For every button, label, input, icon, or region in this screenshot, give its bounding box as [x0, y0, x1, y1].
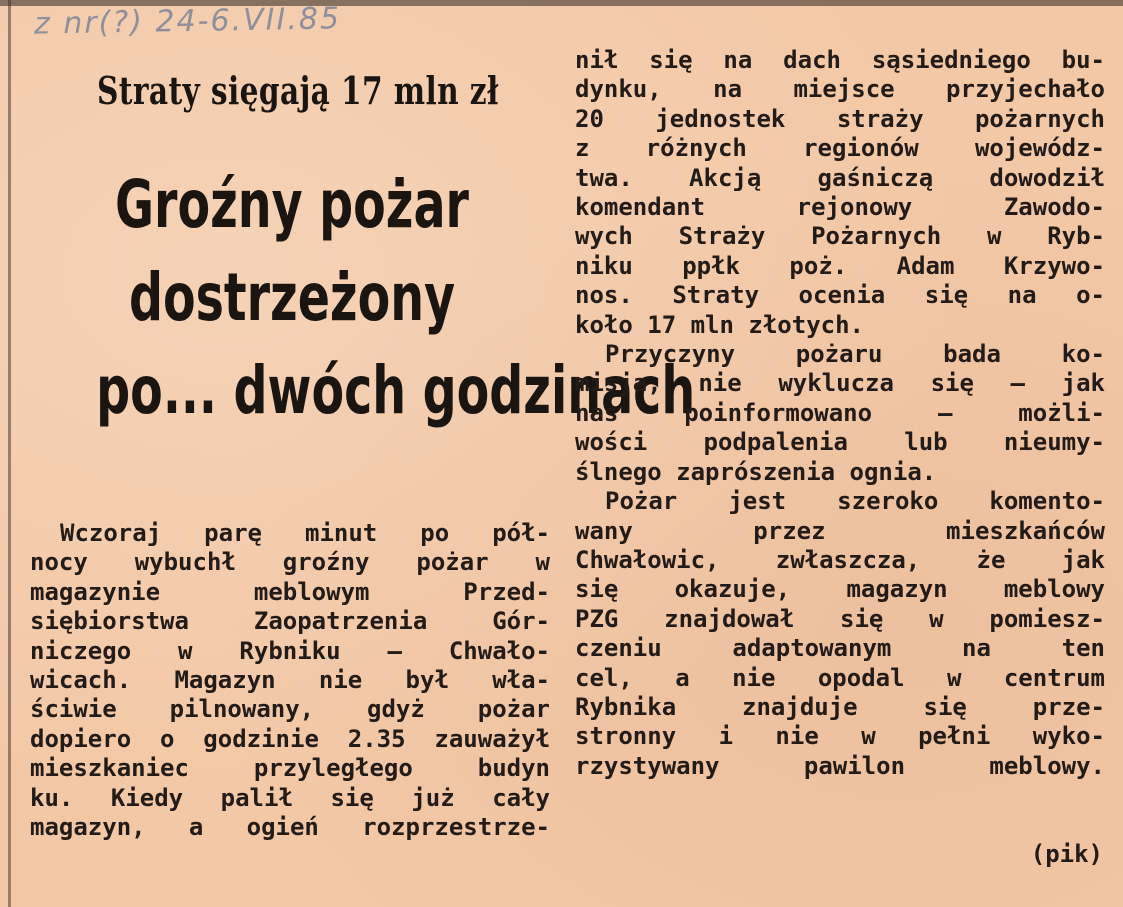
- kicker-headline: Straty sięgają 17 mln zł: [97, 68, 499, 113]
- text-line: Rybnika znajduje się prze-: [575, 692, 1105, 721]
- text-line: Chwałowic, zwłaszcza, że jak: [575, 545, 1105, 574]
- handwritten-note: z nr(?) 24-6.VII.85: [33, 1, 342, 42]
- text-line: dopiero o godzinie 2.35 zauważył: [30, 724, 550, 753]
- right-column: [575, 46, 1105, 781]
- text-line: rzystywany pawilon meblowy.: [575, 751, 1105, 780]
- text-line: ściwie pilnowany, gdyż pożar: [30, 695, 550, 724]
- text-line: koło 17 mln złotych.: [575, 310, 864, 339]
- text-line: PZG znajdował się w pomiesz-: [575, 604, 1105, 633]
- text-line: magazyn, a ogień rozprzestrze-: [30, 813, 550, 842]
- text-line: się okazuje, magazyn meblowy: [575, 575, 1105, 604]
- text-line: cel, a nie opodal w centrum: [575, 663, 1105, 692]
- text-line: niku ppłk poż. Adam Krzywo-: [575, 251, 1105, 280]
- text-line: Przyczyny pożaru bada ko-: [605, 340, 1105, 369]
- text-line: ślnego zaprószenia ognia.: [575, 457, 937, 486]
- text-line: Pożar jest szeroko komento-: [605, 487, 1105, 516]
- text-line: siębiorstwa Zaopatrzenia Gór-: [30, 607, 550, 636]
- text-line: stronny i nie w pełni wyko-: [575, 722, 1105, 751]
- text-line: z różnych regionów wojewódz-: [575, 134, 1105, 163]
- main-headline: [96, 158, 696, 437]
- text-line: nił się na dach sąsiedniego bu-: [575, 46, 1105, 74]
- text-line: dynku, na miejsce przyjechało: [575, 75, 1105, 104]
- text-line: nos. Straty ocenia się na o-: [575, 281, 1105, 310]
- text-line: Wczoraj parę minut po pół-: [60, 519, 550, 547]
- text-line: 20 jednostek straży pożarnych: [575, 104, 1105, 133]
- headline-line-3: po... dwóch godzinach: [96, 352, 696, 429]
- text-line: wości podpalenia lub nieumy-: [575, 428, 1105, 457]
- left-column: [30, 519, 550, 842]
- text-line: nocy wybuchł groźny pożar w: [30, 548, 550, 577]
- text-line: wany przez mieszkańców: [575, 516, 1105, 545]
- text-line: nas poinformowano — możli-: [575, 398, 1105, 427]
- headline-line-2: dostrzeżony: [128, 259, 456, 336]
- text-line: czeniu adaptowanym na ten: [575, 634, 1105, 663]
- text-line: mieszkaniec przyległego budyn: [30, 754, 550, 783]
- headline-line-1: Groźny pożar: [115, 166, 469, 243]
- text-line: ku. Kiedy palił się już cały: [30, 783, 550, 812]
- text-line: komendant rejonowy Zawodo-: [575, 193, 1105, 222]
- text-line: magazynie meblowym Przed-: [30, 577, 550, 606]
- text-line: wych Straży Pożarnych w Ryb-: [575, 222, 1105, 251]
- text-line: twa. Akcją gaśniczą dowodził: [575, 163, 1105, 192]
- left-edge: [8, 0, 11, 907]
- text-line: misja, nie wyklucza się — jak: [575, 369, 1105, 398]
- author-signature: (pik): [1030, 840, 1103, 868]
- text-line: wicach. Magazyn nie był wła-: [30, 666, 550, 695]
- text-line: niczego w Rybniku — Chwało-: [30, 636, 550, 665]
